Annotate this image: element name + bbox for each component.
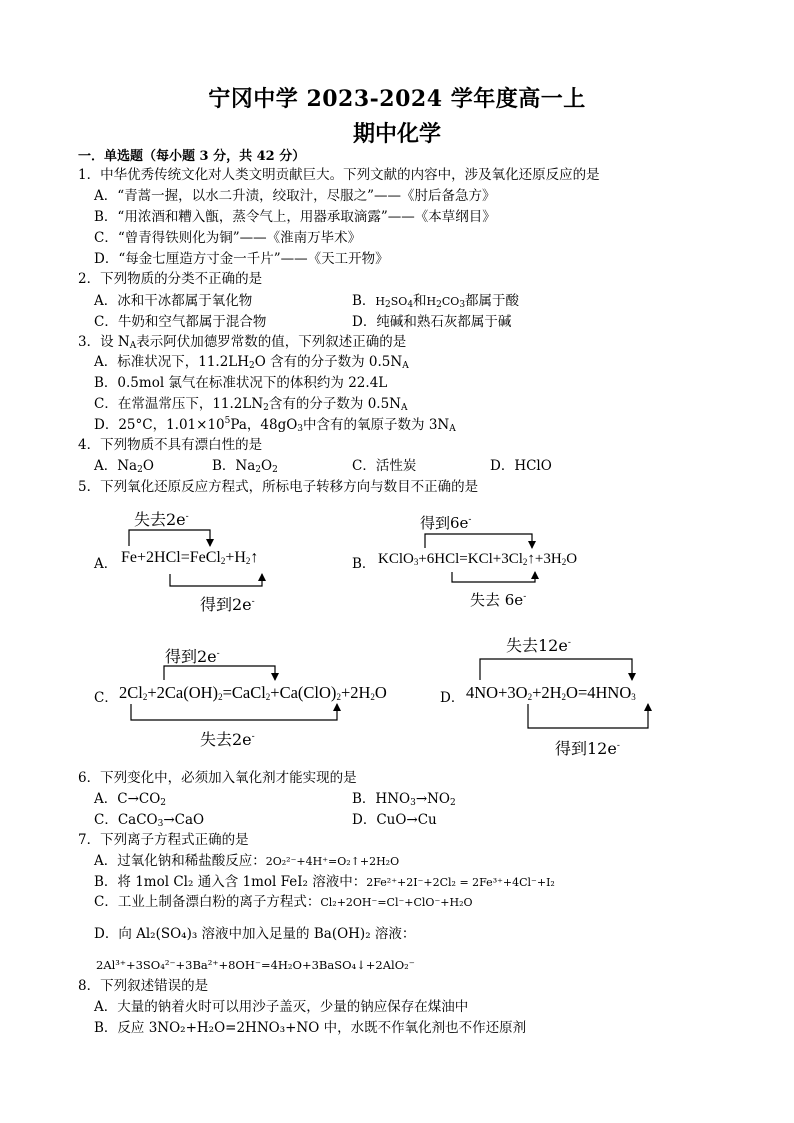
q8-stem: 8．下列叙述错误的是 [78, 978, 209, 994]
q7-option-b-equation: 2Fe²⁺+2I⁻+2Cl₂ = 2Fe³⁺+4Cl⁻+I₂ [366, 876, 555, 889]
q7-stem: 7．下列离子方程式正确的是 [78, 832, 249, 848]
q7-option-c: C．工业上制备漂白粉的离子方程式：Cl₂+2OH⁻=Cl⁻+ClO⁻+H₂O [94, 894, 473, 910]
q7-option-a-equation: 2O₂²⁻+4H⁺=O₂↑+2H₂O [265, 855, 400, 868]
q5-option-a-letter: A． [94, 556, 118, 572]
q2-option-a: A．冰和干冰都属于氧化物 [94, 293, 253, 309]
q5-option-d-bottom-label: 得到12e- [555, 739, 620, 758]
q8-option-a: A．大量的钠着火时可以用沙子盖灭，少量的钠应保存在煤油中 [94, 999, 469, 1015]
q1-option-b: B．“用浓酒和糟入甑，蒸令气上，用器承取滴露”——《本草纲目》 [94, 209, 496, 225]
q7-option-a: A．过氧化钠和稀盐酸反应：2O₂²⁻+4H⁺=O₂↑+2H₂O [94, 853, 400, 869]
q3-option-d: D．25°C，$1.01\times 10^5Pa$，$48gO_3$中含有的氧原子数为 $3N_A$ [94, 416, 456, 434]
option-c-bottom-arrow [131, 704, 337, 720]
q5-option-a-top-label: 失去2e- [134, 510, 189, 529]
q6-stem: 6．下列变化中，必须加入氧化剂才能实现的是 [78, 770, 357, 786]
q5-option-a-equation: $Fe+2HCl=FeCl_2+H_2↑$ [121, 549, 259, 566]
q5-option-c-equation: $2Cl_2+2Ca(OH)_2=CaCl_2+Ca(ClO)_2+2H_2O$ [119, 683, 387, 702]
q5-option-b-bottom-label: 失去 6e- [470, 591, 527, 609]
q2-formula-1: $H_2SO_4$ [375, 295, 414, 310]
option-d-top-arrow [480, 659, 632, 680]
q4-option-c: C．活性炭 [352, 458, 417, 474]
q3-option-b: B．0.5mol 氯气在标准状况下的体积约为 22.4L [94, 375, 388, 391]
q2-option-b: B．$H_2SO_4$和$H_2CO_3$都属于酸 [352, 293, 520, 310]
q5-option-c-top-label: 得到2e- [165, 647, 220, 666]
q5-option-d-letter: D． [440, 690, 465, 706]
q8-option-b: B．反应 3NO₂+H₂O=2HNO₃+NO 中，水既不作氧化剂也不作还原剂 [94, 1020, 527, 1036]
option-c-top-arrow [164, 666, 275, 680]
q7-option-c-equation: Cl₂+2OH⁻=Cl⁻+ClO⁻+H₂O [320, 896, 473, 909]
option-b-bottom-arrow [452, 572, 535, 582]
q2-option-d: D．纯碱和熟石灰都属于碱 [352, 314, 512, 330]
q7-option-d: D．向 Al₂(SO₄)₃ 溶液中加入足量的 Ba(OH)₂ 溶液： [94, 926, 416, 942]
q5-option-d-top-label: 失去12e- [506, 636, 571, 655]
q7-option-d-equation: 2Al³⁺+3SO₄²⁻+3Ba²⁺+8OH⁻=4H₂O+3BaSO₄↓+2AlO₂⁻ [96, 958, 415, 972]
q5-option-a-bottom-label: 得到2e- [200, 595, 255, 614]
q7-option-b: B．将 1mol Cl₂ 通入含 1mol FeI₂ 溶液中：2Fe²⁺+2I⁻+2Cl₂ = 2Fe³⁺+4Cl⁻+I₂ [94, 874, 555, 890]
q5-option-c-letter: C． [94, 690, 118, 706]
q5-option-b-top-label: 得到6e- [420, 514, 472, 532]
q1-option-c: C．“曾青得铁则化为铜”——《淮南万毕术》 [94, 230, 362, 246]
exam-subtitle: 期中化学 [352, 121, 441, 147]
q6-option-c: C．CaCO$_3$→CaO [94, 812, 205, 829]
exam-title: 宁冈中学 2023-2024 学年度高一上 [208, 86, 586, 112]
q3-stem: 3．设 $N_A$表示阿伏加德罗常数的值，下列叙述正确的是 [78, 334, 407, 351]
q1-option-a: A．“青蒿一握，以水二升渍，绞取汁，尽服之”——《肘后备急方》 [94, 188, 496, 204]
q5-option-b-letter: B． [352, 556, 376, 572]
option-a-top-arrow [129, 530, 210, 546]
q4-stem: 4．下列物质不具有漂白性的是 [78, 437, 263, 453]
q2-option-b-letter: B． [352, 293, 376, 309]
q1-stem: 1．中华优秀传统文化对人类文明贡献巨大。下列文献的内容中，涉及氧化还原反应的是 [78, 167, 600, 183]
q2-formula-2: $H_2CO_3$ [426, 295, 466, 310]
q6-option-a: A．$C\to CO_2$ [94, 791, 167, 808]
option-b-top-arrow [425, 534, 532, 548]
q5-option-c-bottom-label: 失去2e- [200, 730, 255, 749]
option-d-bottom-arrow [528, 704, 648, 728]
q5-option-d-equation: $4NO+3O_2+2H_2O=4HNO_3$ [466, 683, 636, 702]
q4-option-b: B．$Na_2O_2$ [212, 458, 278, 475]
q6-option-d: D．CuO→Cu [352, 812, 437, 828]
section-heading: 一．单选题（每小题 3 分，共 42 分） [78, 149, 306, 164]
q2-stem: 2．下列物质的分类不正确的是 [78, 271, 263, 287]
q3-option-a: A．标准状况下，$11.2LH_2O$ 含有的分子数为 $0.5N_A$ [94, 354, 409, 371]
q5-option-b-equation: $KClO_3+6HCl=KCl+3Cl_2↑+3H_2O$ [378, 551, 578, 567]
q1-option-d: D．“每金七厘造方寸金一千片”——《天工开物》 [94, 251, 389, 267]
q2-option-c: C．牛奶和空气都属于混合物 [94, 314, 267, 330]
option-a-bottom-arrow [170, 574, 262, 586]
q4-option-d: D．HClO [490, 458, 552, 474]
q4-option-a: A．$Na_2O$ [94, 458, 154, 475]
q6-option-b: B．$HNO_3\to NO_2$ [352, 791, 456, 808]
q5-stem: 5．下列氧化还原反应方程式，所标电子转移方向与数目不正确的是 [78, 479, 479, 495]
q3-option-c: C．在常温常压下，$11.2LN_2$含有的分子数为 $0.5N_A$ [94, 396, 408, 413]
